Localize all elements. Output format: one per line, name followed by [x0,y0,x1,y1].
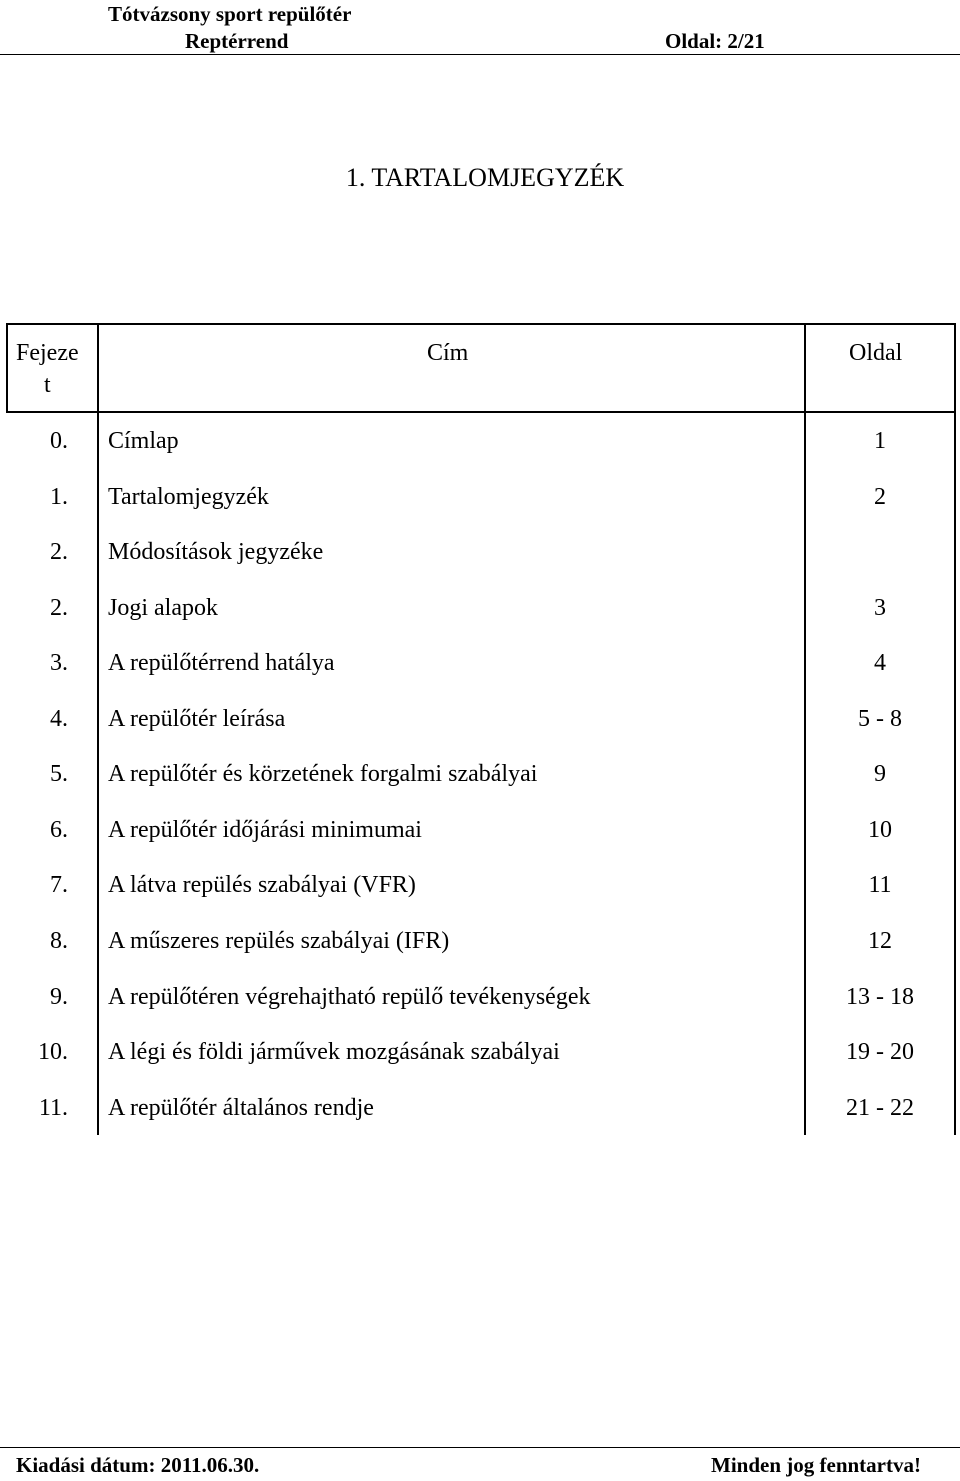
table-row [0,984,960,1024]
row-chapter-number: 0. [50,428,68,454]
row-chapter-number: 3. [50,650,68,676]
row-chapter-number: 10. [38,1039,68,1065]
row-title: Tartalomjegyzék [108,484,269,510]
row-title: Címlap [108,428,179,454]
row-title: A repülőtér időjárási minimumai [108,817,422,843]
column-header-title: Cím [427,340,469,366]
row-page: 2 [874,484,886,510]
row-page: 4 [874,650,886,676]
document-name: Reptérrend [185,29,289,53]
table-row [0,484,960,524]
table-top-border [6,323,956,325]
table-row [0,761,960,801]
row-page: 3 [874,595,886,621]
header-divider [0,54,960,55]
organization-name: Tótvázsony sport repülőtér [108,2,352,26]
row-title: Jogi alapok [108,595,218,621]
row-chapter-number: 7. [50,872,68,898]
table-row [0,706,960,746]
column-header-chapter-line2: t [44,372,51,398]
table-row [0,817,960,857]
row-chapter-number: 2. [50,595,68,621]
row-page: 5 - 8 [858,706,902,732]
table-row [0,539,960,579]
row-page: 10 [868,817,892,843]
row-page: 9 [874,761,886,787]
table-header-divider [6,411,956,413]
row-title: A repülőtér és körzetének forgalmi szabályai [108,761,538,787]
row-page: 11 [868,872,892,898]
row-chapter-number: 1. [50,484,68,510]
issue-date: Kiadási dátum: 2011.06.30. [16,1453,260,1477]
row-chapter-number: 6. [50,817,68,843]
row-chapter-number: 9. [50,984,68,1010]
row-title: A látva repülés szabályai (VFR) [108,872,416,898]
row-page: 19 - 20 [846,1039,914,1065]
table-row [0,650,960,690]
row-title: A repülőtér általános rendje [108,1095,374,1121]
row-page: 13 - 18 [846,984,914,1010]
table-row [0,1095,960,1135]
table-row [0,872,960,912]
page-title: 1. TARTALOMJEGYZÉK [345,163,625,192]
row-title: A repülőtér leírása [108,706,286,732]
column-header-page: Oldal [849,340,903,366]
row-page: 12 [868,928,892,954]
table-row [0,595,960,635]
table-left-border [6,323,8,413]
page-number: Oldal: 2/21 [665,29,765,53]
row-page: 1 [874,428,886,454]
row-chapter-number: 4. [50,706,68,732]
table-row [0,1039,960,1079]
row-chapter-number: 2. [50,539,68,565]
row-title: A műszeres repülés szabályai (IFR) [108,928,450,954]
row-title: Módosítások jegyzéke [108,539,324,565]
table-row [0,928,960,968]
column-header-chapter-line1: Fejeze [16,340,79,366]
row-page: 21 - 22 [846,1095,914,1121]
row-chapter-number: 11. [38,1095,68,1121]
row-title: A repülőtéren végrehajtható repülő tevékenységek [108,984,591,1010]
row-chapter-number: 8. [50,928,68,954]
table-row [0,428,960,468]
copyright-notice: Minden jog fenntartva! [711,1453,921,1477]
row-chapter-number: 5. [50,761,68,787]
row-title: A repülőtérrend hatálya [108,650,335,676]
footer-divider [0,1447,960,1448]
row-title: A légi és földi járművek mozgásának szabályai [108,1039,560,1065]
